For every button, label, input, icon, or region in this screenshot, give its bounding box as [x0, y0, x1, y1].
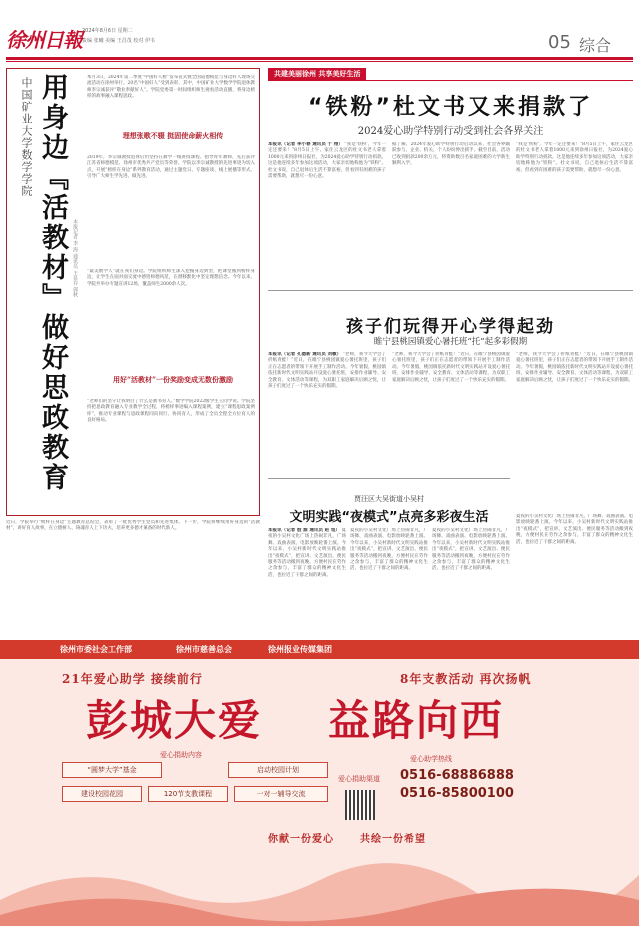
masthead: [0, 0, 639, 58]
story2-body-2: “老师，我今天学会了折纸青蛙！”近日，在睢宁县桃园镇爱心暑托班里，孩子们正在志愿者的带领下开展手工制作活动。今年暑假，桃园镇依托新时代文明实践站开设爱心暑托班，安排作业辅导、安全教育、文体活动等课程，为双职工家庭解决后顾之忧，让孩子们度过了一个快乐充实的假期。: [392, 352, 510, 383]
left-story-kicker: 中国矿业大学数学学院: [20, 77, 33, 197]
ad-title-right: 益路向西: [328, 696, 505, 745]
masthead-rule: [6, 57, 633, 60]
top-story-byline: 本报讯（记者 李小春 通讯员 于 翔）: [268, 142, 343, 147]
divider-2: [268, 478, 510, 479]
story3-kicker: 贾汪区大吴街道小吴村: [354, 495, 424, 503]
ad-footer-left: 你献一份爱心: [268, 834, 334, 845]
left-story-intro: 本月3日，2024年第二季度“中国好人榜”发布仪式暨全国道德模范与身边好人现场交流活动在徐州举行。20名“中国好人”受到表彰，其中，中国矿业大学数学学院退休教师李宗诚获评“敬业奉献好人”。学院党委第一时间组织师生观看活动直播，将身边榜样的故事融入课程思政。: [87, 75, 255, 100]
section-name: 综合: [579, 36, 612, 55]
ad-phone-2: 0516-85800100: [400, 786, 514, 801]
ad-phone-1: 0516-68886888: [400, 768, 514, 783]
ad-content-title: 爱心捐助内容: [160, 751, 202, 759]
issue-date: 2024年8月6日 星期二: [82, 28, 133, 34]
divider-1: [268, 290, 633, 291]
ad-item-3: 建设校园花园: [62, 786, 142, 802]
top-story-body-2: 据了解，2024年爱心助学特别行动启动以来，社会各界踊跃参与，企业、机关、个人纷纷伸出援手。截至目前，活动已收到捐款200余万元，将资助数百名家庭困难的大学新生顺利入学。: [392, 142, 510, 167]
top-story-deck: 2024爱心助学特别行动受到社会各界关注: [357, 126, 544, 137]
ad-org-1: 徐州市委社会工作部: [60, 645, 132, 654]
top-story-headline: “铁粉”杜文书又来捐款了: [308, 95, 593, 120]
ad-hotline-title: 爱心助学热线: [410, 755, 452, 763]
ad-footer-right: 共绘一份希望: [360, 834, 426, 845]
story3-headline: 文明实践“夜模式”点亮多彩夜生活: [289, 510, 489, 525]
left-story-subhead-1: 理想张歌不辍 挺固使命薪火相传: [122, 131, 224, 140]
ad-item-2: 启动校园计划: [228, 762, 328, 778]
ad-slogan-left: 21年爱心助学 接续前行: [62, 672, 203, 686]
left-feature-story: [6, 68, 260, 516]
top-story-byline-body: [268, 142, 386, 282]
section-banner: [268, 68, 633, 81]
story2-byline-body: [268, 352, 386, 470]
newspaper-logo: 徐州日報: [6, 28, 82, 52]
editor-credits: 责编 张曦 美编 王昌茂 校对 伊韦: [82, 38, 155, 44]
story2-body: “老师，我今天学会了折纸青蛙！”近日，在睢宁县桃园镇爱心暑托班里，孩子们正在志愿者的带领下开展手工制作活动。今年暑假，桃园镇依托新时代文明实践站开设爱心暑托班，安排作业辅导、安全教育、文体活动等课程，为双职工家庭解决后顾之忧，让孩子们度过了一个快乐充实的假期。: [268, 352, 386, 390]
ad-org-3: 徐州报业传媒集团: [268, 645, 332, 654]
ad-item-1: “圆梦大学”基金: [62, 762, 162, 778]
ad-channel-label: 爱心捐助渠道: [338, 775, 380, 783]
left-story-para-1: 2019年，李宗诚教授退休后仍坚持在教学一线讲授课程、指导青年教师，先后获评江苏省师德模范、徐州市优秀共产党员等荣誉。学院以李宗诚教授的先进事迹为切入点，开展“榜样在身边”系列教育活动，通过主题党日、专题座谈、线上展播等形式，引导广大师生学先进、做先进。: [87, 155, 255, 180]
left-story-para-2: “最美数学人”就在我们身边。学院组织师生深入挖掘身边典型，把课堂搬到榜样身边，让学生在面对面交流中感悟师德风范，在潜移默化中坚定理想信念。今年以来，学院共举办专题宣讲12场，覆盖师生2000余人次。: [87, 269, 255, 287]
ad-item-4: 120节支教课程: [148, 786, 228, 802]
story3-body: 夏夜的小吴村文化广场上热闹非凡，广场舞、戏曲表演、电影放映轮番上演。今年以来，小吴村新时代文明实践站推出“夜模式”，把宣讲、文艺演出、便民服务等活动搬到夜晚，方便村民在劳作之余参与，丰富了群众的精神文化生活，也拉近了干群之间的距离。: [268, 528, 346, 578]
ad-slogan-right: 8年支教活动 再次扬帆: [400, 672, 532, 686]
page-number: 05: [548, 32, 571, 53]
story3-body-4: 夏夜的小吴村文化广场上热闹非凡，广场舞、戏曲表演、电影放映轮番上演。今年以来，小吴村新时代文明实践站推出“夜模式”，把宣讲、文艺演出、便民服务等活动搬到夜晚，方便村民在劳作之余参与，丰富了群众的精神文化生活，也拉近了干群之间的距离。: [516, 514, 633, 545]
left-story-subhead-2: 用好“活教材”一份奖励变成无数份激励: [112, 375, 234, 384]
charity-advertisement: [0, 640, 639, 926]
story3-body-3: 夏夜的小吴村文化广场上热闹非凡，广场舞、戏曲表演、电影放映轮番上演。今年以来，小吴村新时代文明实践站推出“夜模式”，把宣讲、文艺演出、便民服务等活动搬到夜晚，方便村民在劳作之余参与，丰富了群众的精神文化生活，也拉近了干群之间的距离。: [432, 528, 510, 572]
qr-code-icon: [345, 790, 375, 820]
story3-byline: 本报讯（记者 殷 源 通讯员 赵 旭）: [268, 528, 340, 533]
ad-org-2: 徐州市慈善总会: [176, 645, 232, 654]
ad-title-left: 彭城大爱: [86, 696, 263, 745]
ad-landscape-decoration: [0, 840, 639, 926]
ad-item-5: 一对一辅导交流: [234, 786, 328, 802]
story2-headline: 孩子们玩得开心学得起劲: [346, 317, 555, 337]
left-story-continuation: [6, 518, 260, 582]
masthead-rule-thin: [6, 61, 633, 62]
story3-byline-body: [268, 528, 346, 636]
top-story-body-3: “我是‘铁粉’，今年一定还要来！”8月5日上午，家住云龙区的杜文书老人拿着1000元来到徐州日报社，为2024爱心助学特别行动捐款。这是他连续多年参加这项活动，大家亲切地称他为“铁粉”。杜文书说，自己退休后生活不算富裕，但看到有困难的孩子需要帮助，就想尽一份心意。: [516, 142, 633, 173]
story2-body-3: “老师，我今天学会了折纸青蛙！”近日，在睢宁县桃园镇爱心暑托班里，孩子们正在志愿者的带领下开展手工制作活动。今年暑假，桃园镇依托新时代文明实践站开设爱心暑托班，安排作业辅导、安全教育、文体活动等课程，为双职工家庭解决后顾之忧，让孩子们度过了一个快乐充实的假期。: [516, 352, 633, 383]
top-story-body-1: “我是‘铁粉’，今年一定还要来！”8月5日上午，家住云龙区的杜文书老人拿着1000元来到徐州日报社，为2024爱心助学特别行动捐款。这是他连续多年参加这项活动，大家亲切地称他为“铁粉”。杜文书说，自己退休后生活不算富裕，但看到有困难的孩子需要帮助，就想尽一份心意。: [268, 142, 386, 180]
left-story-para-3: “老师们的坚守让我明白了什么是教书育人。”数学学院2022级学生王同学说。学院坚持把思政教育融入专业教学全过程，将榜样事迹编入课程案例，建立“课程思政案例库”，推动专业课程与思政课程同向同行、协同育人，形成了全员全程全方位育人的良好格局。: [87, 399, 255, 424]
story3-body-2: 夏夜的小吴村文化广场上热闹非凡，广场舞、戏曲表演、电影放映轮番上演。今年以来，小吴村新时代文明实践站推出“夜模式”，把宣讲、文艺演出、便民服务等活动搬到夜晚，方便村民在劳作之余参与，丰富了群众的精神文化生活，也拉近了干群之间的距离。: [350, 528, 428, 572]
left-story-bottom-text: 近日，学院举行“榜样在身边”主题教育总结会，表彰了一批优秀学生党员和先进集体。下一步，学院将继续用好身边的“活教材”，讲好育人故事，在立德树人、铸魂育人上下功夫，培养更多德才兼备的时代新人。: [6, 520, 260, 532]
story2-byline: 本报讯（记者 孔德新 通讯员 刘敏）: [268, 352, 342, 357]
left-story-byline: 本报记者 李 海 通讯员 王显存 郭秋: [72, 219, 78, 297]
banner-label: 共建美丽徐州 共享美好生活: [268, 68, 366, 81]
story2-deck: 睢宁县桃园镇爱心暑托班“托”起多彩假期: [373, 337, 528, 347]
left-story-title: 用身边『活教材』做好思政教育: [37, 73, 68, 493]
